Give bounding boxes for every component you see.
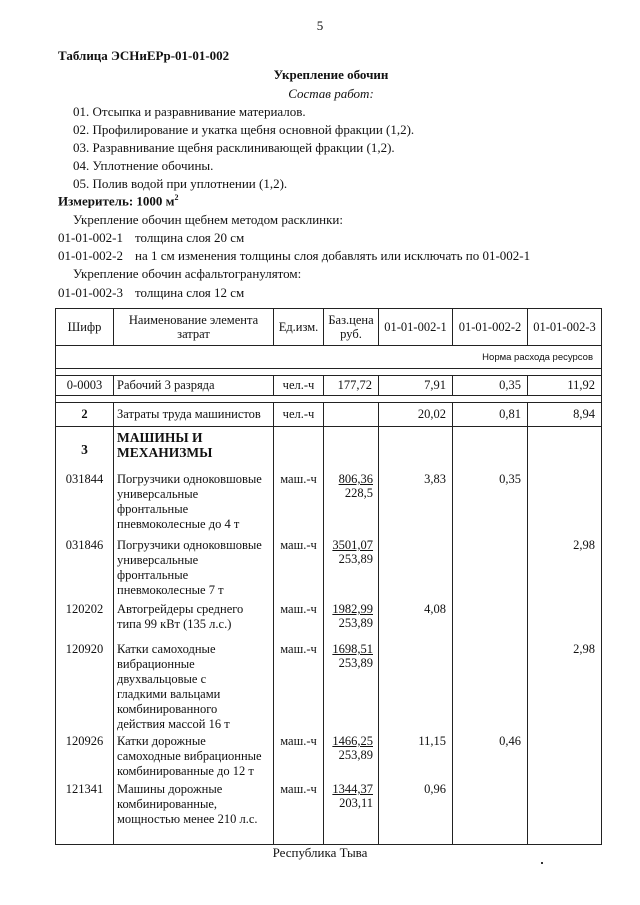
row-unit: маш.-ч	[274, 642, 324, 734]
work-item-2: 02. Профилирование и укатка щебня основной фракции (1,2).	[73, 122, 415, 137]
row-value-3: 8,94	[528, 403, 602, 427]
row-name: Катки самоходные вибрационные двухвальцовые с гладкими вальцами комбинированного действия массой 16 т	[114, 642, 274, 734]
row-value-3	[528, 602, 602, 642]
row-value-1: 0,96	[379, 782, 453, 845]
header-col-1: 01-01-002-1	[379, 309, 453, 346]
row-code: 120926	[56, 734, 114, 782]
footer-region: Республика Тыва	[272, 845, 368, 860]
work-item-4: 04. Уплотнение обочины.	[73, 158, 214, 173]
row-value-1	[379, 538, 453, 602]
machine-row	[56, 468, 602, 538]
work-item-1: 01. Отсыпка и разравнивание материалов.	[73, 104, 306, 119]
machine-row	[56, 538, 602, 602]
row-unit: маш.-ч	[274, 782, 324, 845]
row-price: 1982,99 253,89	[324, 602, 379, 642]
row-unit: маш.-ч	[274, 734, 324, 782]
table-header-row	[56, 309, 602, 346]
row-value-2: 0,81	[453, 403, 528, 427]
row-value-3	[528, 734, 602, 782]
header-col-3: 01-01-002-3	[528, 309, 602, 346]
row-value-1	[379, 642, 453, 734]
row-price: 3501,07 253,89	[324, 538, 379, 602]
machine-row	[56, 602, 602, 642]
row-value-2	[453, 602, 528, 642]
row-value-1: 20,02	[379, 403, 453, 427]
section-heading: Укрепление обочин	[273, 67, 389, 82]
composition-title: Состав работ:	[288, 86, 374, 101]
spacer-row	[56, 396, 602, 403]
section-code: 3	[56, 427, 114, 469]
row-value-3: 2,98	[528, 538, 602, 602]
row-price	[324, 403, 379, 427]
table-id: Таблица ЭСНиЕРр-01-01-002	[58, 48, 230, 63]
row-value-2	[453, 782, 528, 845]
header-col-2: 01-01-002-2	[453, 309, 528, 346]
code-line-3: 01-01-002-3 толщина слоя 12 см	[58, 285, 245, 300]
row-name: Машины дорожные комбинированные, мощностью менее 210 л.с.	[114, 782, 274, 845]
work-item-3: 03. Разравнивание щебня расклинивающей фракции (1,2).	[73, 140, 395, 155]
header-code: Шифр	[56, 309, 114, 346]
row-name: Затраты труда машинистов	[114, 403, 274, 427]
row-value-3	[528, 468, 602, 538]
row-price: 1698,51 253,89	[324, 642, 379, 734]
row-code: 031846	[56, 538, 114, 602]
intro-text-2: Укрепление обочин асфальтогранулятом:	[73, 266, 302, 281]
row-code: 120920	[56, 642, 114, 734]
row-name: Погрузчики одноковшовые универсальные фронтальные пневмоколесные 7 т	[114, 538, 274, 602]
row-value-2: 0,46	[453, 734, 528, 782]
row-code: 2	[56, 403, 114, 427]
meter-label: Измеритель: 1000 $м^2$	[58, 193, 179, 209]
table-row	[56, 403, 602, 427]
row-value-2	[453, 538, 528, 602]
norm-label: Норма расхода ресурсов	[56, 346, 602, 369]
row-value-1: 11,15	[379, 734, 453, 782]
scan-speck	[541, 862, 543, 864]
row-value-3: 2,98	[528, 642, 602, 734]
header-name: Наименование элемента затрат	[114, 309, 274, 346]
code-line-2: 01-01-002-2 на 1 см изменения толщины слоя добавлять или исключать по 01-002-1	[58, 248, 531, 263]
row-code: 121341	[56, 782, 114, 845]
row-value-2: 0,35	[453, 468, 528, 538]
row-name: Рабочий 3 разряда	[114, 376, 274, 396]
row-name: Автогрейдеры среднего типа 99 кВт (135 л.с.)	[114, 602, 274, 642]
norm-row	[56, 346, 602, 369]
row-unit: маш.-ч	[274, 468, 324, 538]
row-code: 120202	[56, 602, 114, 642]
row-value-1: 4,08	[379, 602, 453, 642]
table-row	[56, 376, 602, 396]
row-value-2: 0,35	[453, 376, 528, 396]
row-value-2	[453, 642, 528, 734]
row-price: 1344,37 203,11	[324, 782, 379, 845]
header-unit: Ед.изм.	[274, 309, 324, 346]
row-name: Катки дорожные самоходные вибрационные комбинированные до 12 т	[114, 734, 274, 782]
intro-text-1: Укрепление обочин щебнем методом расклинки:	[73, 212, 343, 227]
header-price: Баз.цена руб.	[324, 309, 379, 346]
machine-row	[56, 782, 602, 845]
resource-table	[55, 308, 602, 845]
row-value-3: 11,92	[528, 376, 602, 396]
row-price: 1466,25 253,89	[324, 734, 379, 782]
row-unit: маш.-ч	[274, 602, 324, 642]
machine-row	[56, 642, 602, 734]
section-row	[56, 427, 602, 469]
code-line-1: 01-01-002-1 толщина слоя 20 см	[58, 230, 245, 245]
row-value-3	[528, 782, 602, 845]
section-name: МАШИНЫ И МЕХАНИЗМЫ	[114, 427, 274, 469]
spacer-row	[56, 369, 602, 376]
page-number: 5	[316, 18, 324, 33]
row-value-1: 3,83	[379, 468, 453, 538]
machine-row	[56, 734, 602, 782]
row-name: Погрузчики одноковшовые универсальные фронтальные пневмоколесные до 4 т	[114, 468, 274, 538]
row-unit: чел.-ч	[274, 403, 324, 427]
row-price: 806,36 228,5	[324, 468, 379, 538]
row-price: 177,72	[324, 376, 379, 396]
work-item-5: 05. Полив водой при уплотнении (1,2).	[73, 176, 288, 191]
row-unit: чел.-ч	[274, 376, 324, 396]
row-unit: маш.-ч	[274, 538, 324, 602]
row-value-1: 7,91	[379, 376, 453, 396]
row-code: 0-0003	[56, 376, 114, 396]
row-code: 031844	[56, 468, 114, 538]
